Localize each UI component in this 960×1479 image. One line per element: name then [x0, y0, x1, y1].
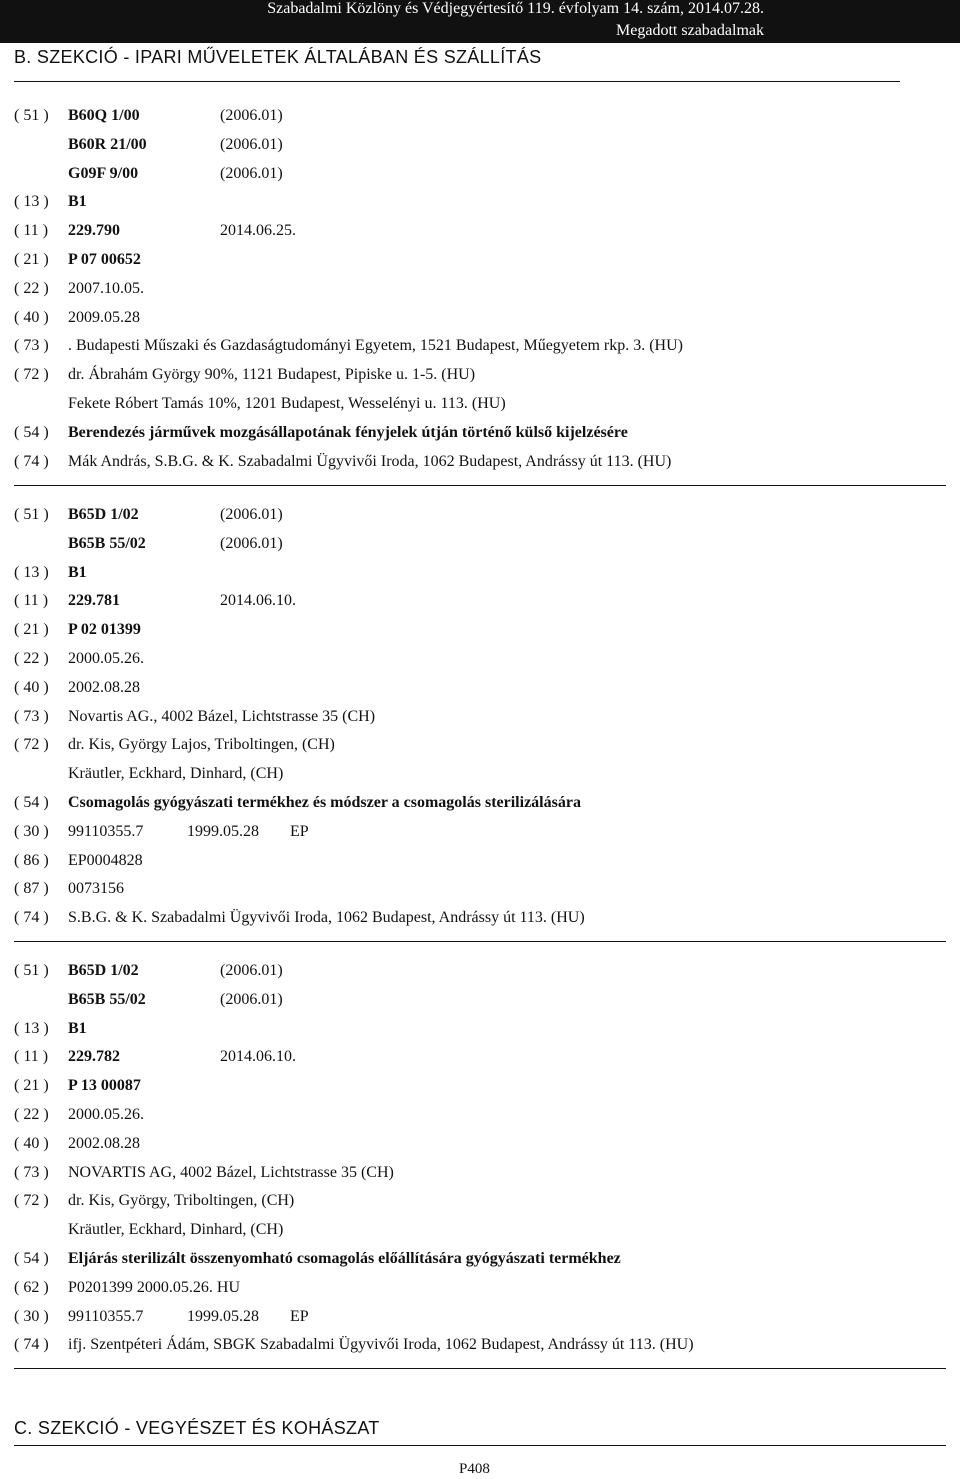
- field-value: 99110355.7: [68, 1307, 144, 1325]
- field-value: P0201399 2000.05.26. HU: [68, 1278, 241, 1296]
- field-value: 229.781: [68, 592, 120, 610]
- field-date: 1999.05.28: [187, 1307, 259, 1325]
- field-value: Csomagolás gyógyászati termékhez és módszer a csomagolás sterilizálására: [68, 793, 581, 811]
- field-value: . Budapesti Műszaki és Gazdaságtudományi Egyetem, 1521 Budapest, Műegyetem rkp. 3. (HU): [68, 337, 683, 355]
- field-value: dr. Kis, György, Triboltingen, (CH): [68, 1192, 295, 1210]
- field-date: (2006.01): [220, 534, 283, 552]
- field-value: dr. Kis, György Lajos, Triboltingen, (CH): [68, 736, 335, 754]
- field-date: (2006.01): [220, 107, 283, 124]
- field-value: B60R 21/00: [68, 135, 147, 153]
- inid-code: ( 22 ): [14, 1105, 49, 1123]
- record-field-row: [0, 448, 960, 477]
- inid-code: ( 73 ): [14, 707, 49, 725]
- record-field-row: [0, 217, 960, 246]
- field-value: 2007.10.05.: [68, 279, 144, 297]
- inid-code: ( 54 ): [14, 793, 49, 811]
- field-value: 0073156: [68, 880, 124, 898]
- field-date: (2006.01): [220, 135, 283, 153]
- record-field-row: [0, 760, 960, 789]
- record-field-row: [0, 616, 960, 645]
- inid-code: ( 22 ): [14, 649, 49, 667]
- inid-code: ( 72 ): [14, 736, 49, 754]
- field-date: (2006.01): [220, 990, 283, 1008]
- field-value: B65B 55/02: [68, 990, 146, 1008]
- record-field-row: [0, 1303, 960, 1332]
- field-date: 2014.06.25.: [220, 222, 296, 240]
- field-value: S.B.G. & K. Szabadalmi Ügyvivői Iroda, 1062 Budapest, Andrássy út 113. (HU): [68, 909, 585, 927]
- field-value: Kräutler, Eckhard, Dinhard, (CH): [68, 1221, 284, 1239]
- inid-code: ( 40 ): [14, 308, 49, 326]
- field-value: ifj. Szentpéteri Ádám, SBGK Szabadalmi Ügyvivői Iroda, 1062 Budapest, Andrássy út 113. (HU): [68, 1336, 694, 1354]
- priority-country: EP: [290, 1307, 309, 1325]
- field-date: 1999.05.28: [187, 822, 259, 840]
- section-divider: [14, 1445, 946, 1446]
- field-value: B65B 55/02: [68, 534, 146, 552]
- record-field-row: [0, 102, 960, 131]
- patent-record-3: [0, 957, 960, 1360]
- field-value: 2002.08.28: [68, 1134, 140, 1152]
- record-field-row: [0, 390, 960, 419]
- inid-code: ( 62 ): [14, 1278, 49, 1296]
- inid-code: ( 21 ): [14, 250, 49, 268]
- patent-record-2: [0, 501, 960, 933]
- page-number: P408: [459, 1461, 490, 1477]
- field-value: 99110355.7: [68, 822, 144, 840]
- record-field-row: [0, 1072, 960, 1101]
- inid-code: ( 73 ): [14, 1163, 49, 1181]
- inid-code: ( 73 ): [14, 337, 49, 355]
- inid-code: ( 11 ): [14, 222, 49, 240]
- field-value: 2009.05.28: [68, 308, 140, 326]
- field-value: B1: [68, 563, 87, 581]
- section-b-title: B. SZEKCIÓ - IPARI MŰVELETEK ÁLTALÁBAN ÉS SZÁLLÍTÁS: [14, 47, 542, 67]
- field-value: B65D 1/02: [68, 506, 139, 523]
- inid-code: ( 72 ): [14, 1192, 49, 1210]
- record-field-row: [0, 731, 960, 760]
- record-field-row: [0, 1274, 960, 1303]
- inid-code: ( 51 ): [14, 962, 49, 979]
- record-field-row: [0, 1043, 960, 1072]
- journal-title: Szabadalmi Közlöny és Védjegyértesítő 119. évfolyam 14. szám, 2014.07.28.: [267, 0, 764, 17]
- inid-code: ( 21 ): [14, 621, 49, 639]
- record-field-row: [0, 501, 960, 530]
- inid-code: ( 87 ): [14, 880, 49, 898]
- field-value: P 13 00087: [68, 1077, 141, 1095]
- record-field-row: [0, 530, 960, 559]
- field-value: 2000.05.26.: [68, 1105, 144, 1123]
- inid-code: ( 74 ): [14, 1336, 49, 1354]
- journal-subtitle: Megadott szabadalmak: [616, 22, 764, 39]
- record-field-row: [0, 304, 960, 333]
- record-field-row: [0, 1159, 960, 1188]
- inid-code: ( 30 ): [14, 1307, 49, 1325]
- inid-code: ( 40 ): [14, 678, 49, 696]
- record-divider: [14, 1368, 946, 1369]
- record-field-row: [0, 674, 960, 703]
- inid-code: ( 21 ): [14, 1077, 49, 1095]
- patent-record-1: [0, 102, 960, 476]
- field-value: 2000.05.26.: [68, 649, 144, 667]
- field-date: (2006.01): [220, 506, 283, 523]
- field-date: 2014.06.10.: [220, 1048, 296, 1066]
- field-value: B1: [68, 1019, 87, 1037]
- inid-code: ( 74 ): [14, 452, 49, 470]
- inid-code: ( 30 ): [14, 822, 49, 840]
- inid-code: ( 51 ): [14, 506, 49, 523]
- record-field-row: [0, 645, 960, 674]
- field-date: (2006.01): [220, 962, 283, 979]
- inid-code: ( 11 ): [14, 1048, 49, 1066]
- field-value: Kräutler, Eckhard, Dinhard, (CH): [68, 765, 284, 783]
- field-value: Fekete Róbert Tamás 10%, 1201 Budapest, Wesselényi u. 113. (HU): [68, 394, 506, 412]
- record-field-row: [0, 1216, 960, 1245]
- record-field-row: [0, 1187, 960, 1216]
- inid-code: ( 40 ): [14, 1134, 49, 1152]
- priority-country: EP: [290, 822, 309, 840]
- field-value: Mák András, S.B.G. & K. Szabadalmi Ügyvivői Iroda, 1062 Budapest, Andrássy út 113. (HU): [68, 452, 672, 470]
- field-value: G09F 9/00: [68, 164, 139, 182]
- inid-code: ( 54 ): [14, 1249, 49, 1267]
- field-value: Berendezés járművek mozgásállapotának fényjelek útján történő külső kijelzésére: [68, 423, 628, 441]
- field-date: 2014.06.10.: [220, 592, 296, 610]
- field-value: B1: [68, 193, 87, 211]
- record-field-row: [0, 904, 960, 933]
- record-field-row: [0, 1245, 960, 1274]
- inid-code: ( 13 ): [14, 563, 49, 581]
- record-field-row: [0, 332, 960, 361]
- field-date: (2006.01): [220, 164, 283, 182]
- field-value: Novartis AG., 4002 Bázel, Lichtstrasse 35 (CH): [68, 707, 376, 725]
- record-field-row: [0, 275, 960, 304]
- record-field-row: [0, 1130, 960, 1159]
- field-value: 2002.08.28: [68, 678, 140, 696]
- record-field-row: [0, 986, 960, 1015]
- inid-code: ( 22 ): [14, 279, 49, 297]
- section-divider: [14, 81, 900, 82]
- record-field-row: [0, 1015, 960, 1044]
- field-value: dr. Ábrahám György 90%, 1121 Budapest, Pipiske u. 1-5. (HU): [68, 366, 476, 384]
- inid-code: ( 51 ): [14, 107, 49, 124]
- field-value: EP0004828: [68, 851, 143, 869]
- inid-code: ( 54 ): [14, 423, 49, 441]
- record-field-row: [0, 789, 960, 818]
- field-value: P 07 00652: [68, 250, 141, 268]
- record-field-row: [0, 957, 960, 986]
- record-field-row: [0, 160, 960, 189]
- inid-code: ( 13 ): [14, 1019, 49, 1037]
- field-value: 229.790: [68, 222, 120, 240]
- field-value: 229.782: [68, 1048, 120, 1066]
- record-field-row: [0, 131, 960, 160]
- field-value: Eljárás sterilizált összenyomható csomagolás előállítására gyógyászati termékhez: [68, 1249, 621, 1267]
- record-field-row: [0, 559, 960, 588]
- field-value: B60Q 1/00: [68, 107, 140, 124]
- record-field-row: [0, 246, 960, 275]
- record-field-row: [0, 188, 960, 217]
- section-c-title: C. SZEKCIÓ - VEGYÉSZET ÉS KOHÁSZAT: [14, 1418, 380, 1438]
- inid-code: ( 13 ): [14, 193, 49, 211]
- record-field-row: [0, 1331, 960, 1360]
- record-field-row: [0, 361, 960, 390]
- record-field-row: [0, 875, 960, 904]
- record-field-row: [0, 1101, 960, 1130]
- field-value: P 02 01399: [68, 621, 141, 639]
- inid-code: ( 74 ): [14, 909, 49, 927]
- inid-code: ( 72 ): [14, 366, 49, 384]
- journal-header-banner: [0, 0, 960, 43]
- record-field-row: [0, 419, 960, 448]
- record-field-row: [0, 847, 960, 876]
- record-field-row: [0, 587, 960, 616]
- record-divider: [14, 941, 946, 942]
- field-value: NOVARTIS AG, 4002 Bázel, Lichtstrasse 35 (CH): [68, 1163, 394, 1181]
- record-field-row: [0, 818, 960, 847]
- inid-code: ( 11 ): [14, 592, 49, 610]
- field-value: B65D 1/02: [68, 962, 139, 979]
- record-field-row: [0, 703, 960, 732]
- record-divider: [14, 485, 946, 486]
- inid-code: ( 86 ): [14, 851, 49, 869]
